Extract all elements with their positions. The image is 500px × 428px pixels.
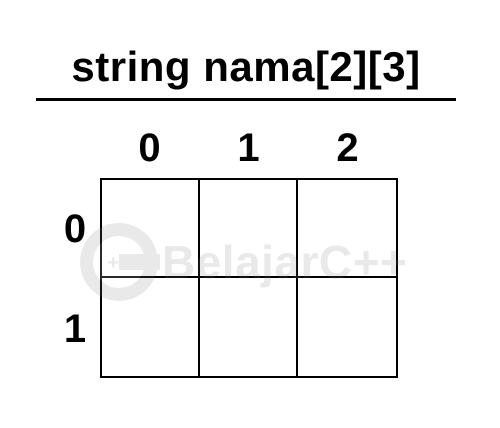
array-cell-1-0: [102, 278, 200, 376]
watermark-text: BelajarC++: [162, 236, 408, 288]
column-index-1: 1: [237, 126, 260, 170]
column-index-0: 0: [138, 126, 161, 170]
array-grid: [100, 178, 398, 378]
diagram-title: string nama[2][3]: [71, 43, 421, 90]
row-index-1: 1: [63, 307, 87, 351]
array-cell-0-2: [298, 180, 396, 278]
array-cell-0-0: [102, 180, 200, 278]
array-cell-0-1: [200, 180, 298, 278]
array-cell-1-2: [298, 278, 396, 376]
array-cell-1-1: [200, 278, 298, 376]
row-index-0: 0: [63, 207, 87, 251]
cpp-logo-glyph: ++: [107, 252, 131, 274]
title-underline: [36, 98, 456, 101]
column-index-2: 2: [336, 126, 359, 170]
